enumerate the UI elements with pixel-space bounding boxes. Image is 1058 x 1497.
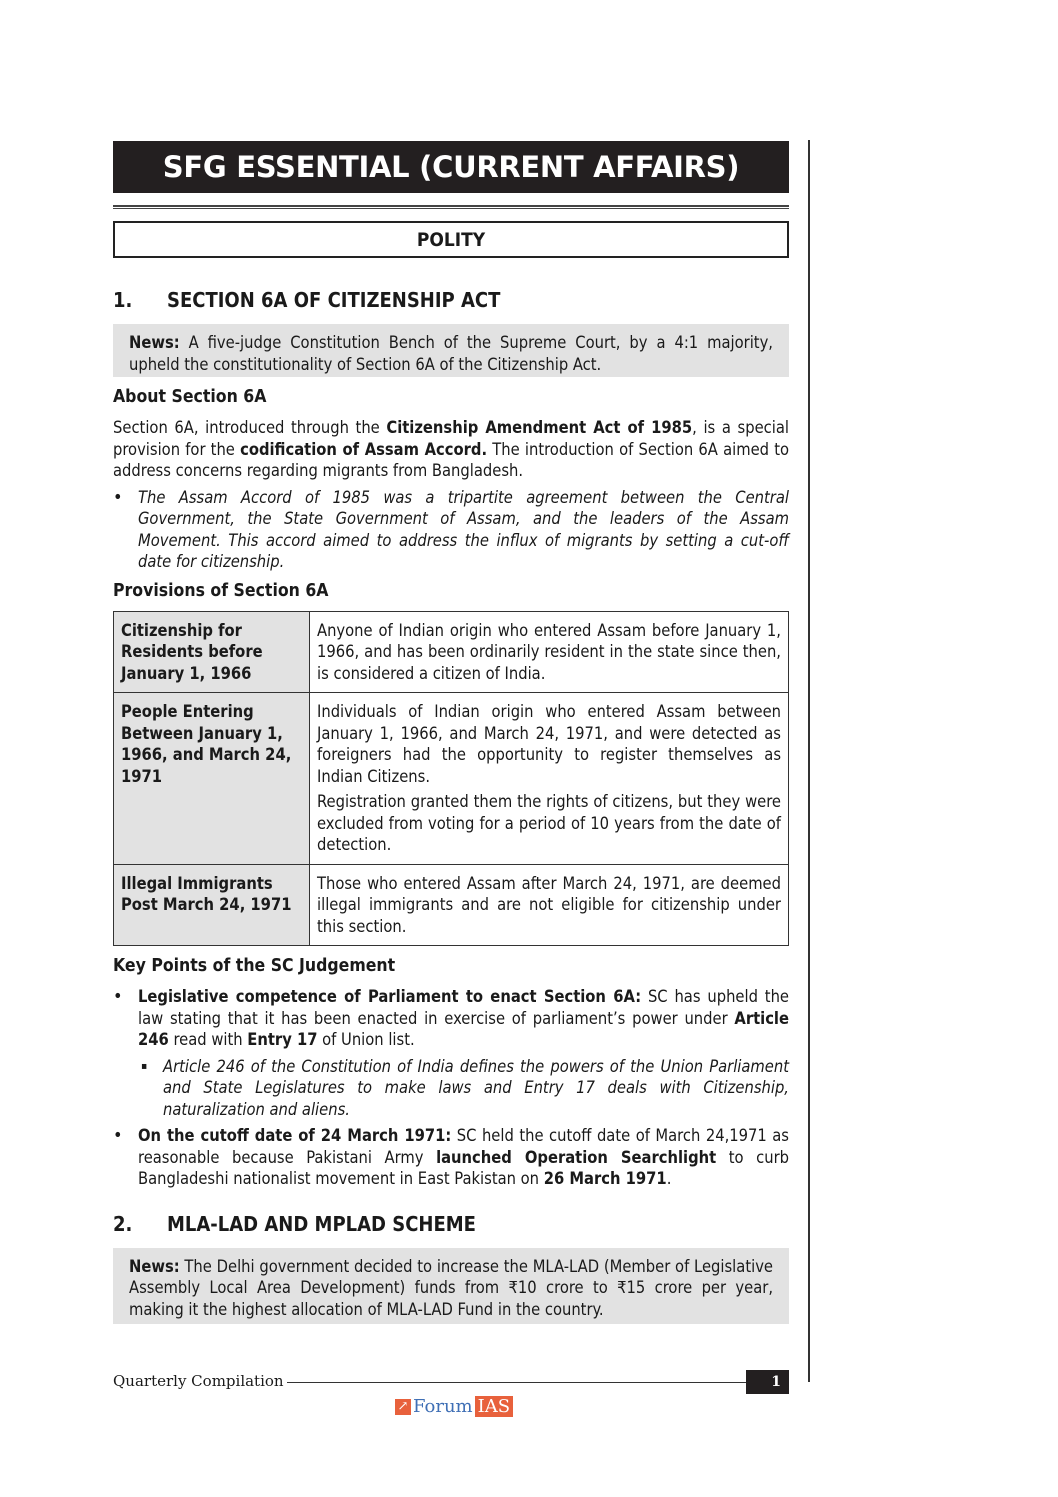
about-paragraph: Section 6A, introduced through the Citizenship Amendment Act of 1985, is a special provision for the codification of Assam Accord. The introduction of Section 6A aimed to address concerns regarding migrants from Bangladesh. bbox=[113, 418, 789, 480]
document-banner: SFG ESSENTIAL (CURRENT AFFAIRS) bbox=[113, 141, 789, 193]
table-key-cell: Citizenship for Residents before January 1, 1966 bbox=[114, 611, 310, 693]
keypoints-list bbox=[113, 986, 789, 1190]
section-title: SECTION 6A OF CITIZENSHIP ACT bbox=[167, 288, 501, 312]
table-value-cell: Individuals of Indian origin who entered Assam between January 1, 1966, and March 24, 1971, and were detected as foreigners had the opportunity to register themselves as Indian Citizens. Registration granted them the rights of citizens, but they were excluded from voting for a period of 10 years from the date of detection. bbox=[310, 693, 789, 865]
table-row bbox=[114, 693, 789, 865]
news-box bbox=[113, 1248, 789, 1325]
logo-forum-text: Forum bbox=[413, 1396, 473, 1417]
table-key-cell: People Entering Between January 1, 1966, and March 24, 1971 bbox=[114, 693, 310, 865]
forumias-logo bbox=[395, 1396, 513, 1417]
subheading-about: About Section 6A bbox=[113, 387, 267, 407]
page-number: 1 bbox=[746, 1370, 789, 1394]
news-text: A five-judge Constitution Bench of the Supreme Court, by a 4:1 majority, upheld the constitutionality of Section 6A of the Citizenship Act. bbox=[129, 333, 773, 374]
about-bullets bbox=[113, 487, 789, 573]
arrow-icon: ↗ bbox=[395, 1399, 411, 1415]
table-row bbox=[114, 611, 789, 693]
provisions-table bbox=[113, 611, 789, 947]
list-item: • The Assam Accord of 1985 was a tripartite agreement between the Central Government, the State Government of Assam, and the leaders of the Assam Movement. This accord aimed to address the influx of migrants by setting a cut-off date for citizenship. bbox=[113, 487, 789, 573]
list-item: • On the cutoff date of 24 March 1971: SC held the cutoff date of March 24,1971 as reasonable because Pakistani Army launched Operation Searchlight to curb Bangladeshi nationalist movement in East Pakistan on 26 March 1971. bbox=[113, 1125, 789, 1190]
table-value-cell: Those who entered Assam after March 24, 1971, are deemed illegal immigrants and are not eligible for citizenship under this section. bbox=[310, 864, 789, 946]
double-divider bbox=[113, 205, 789, 209]
table-row bbox=[114, 864, 789, 946]
footer-divider bbox=[287, 1382, 747, 1383]
sub-list-item: ▪ Article 246 of the Constitution of India defines the powers of the Union Parliament and State Legislatures to make laws and Entry 17 deals with Citizenship, naturalization and aliens. bbox=[113, 1056, 789, 1121]
list-item: • Legislative competence of Parliament to enact Section 6A: SC has upheld the law stating that it has been enacted in exercise of parliament’s power under Article 246 read with Entry 17 of Union list. bbox=[113, 986, 789, 1051]
section-number: 2. bbox=[113, 1211, 133, 1236]
page-content bbox=[113, 286, 789, 1332]
logo-ias-text: IAS bbox=[475, 1396, 513, 1417]
news-text: The Delhi government decided to increase the MLA-LAD (Member of Legislative Assembly Local Area Development) funds from ₹10 crore to ₹15 crore per year, making it the highest allocation of MLA-LAD Fund in the country. bbox=[129, 1256, 773, 1319]
news-box bbox=[113, 324, 789, 377]
section-title: MLA-LAD AND MPLAD SCHEME bbox=[167, 1211, 476, 1236]
footer-label: Quarterly Compilation bbox=[113, 1372, 284, 1390]
section-number: 1. bbox=[113, 288, 133, 312]
section-heading-2 bbox=[113, 1210, 789, 1238]
margin-rule bbox=[808, 140, 810, 1382]
news-label: News: bbox=[129, 333, 180, 352]
table-value-cell: Anyone of Indian origin who entered Assam before January 1, 1966, and has been ordinarily resident in the state since then, is considered a citizen of India. bbox=[310, 611, 789, 693]
category-heading: POLITY bbox=[113, 221, 789, 258]
subheading-provisions: Provisions of Section 6A bbox=[113, 580, 329, 601]
news-label: News: bbox=[129, 1256, 180, 1276]
section-heading-1 bbox=[113, 286, 789, 314]
table-key-cell: Illegal Immigrants Post March 24, 1971 bbox=[114, 864, 310, 946]
subheading-keypoints: Key Points of the SC Judgement bbox=[113, 956, 396, 976]
